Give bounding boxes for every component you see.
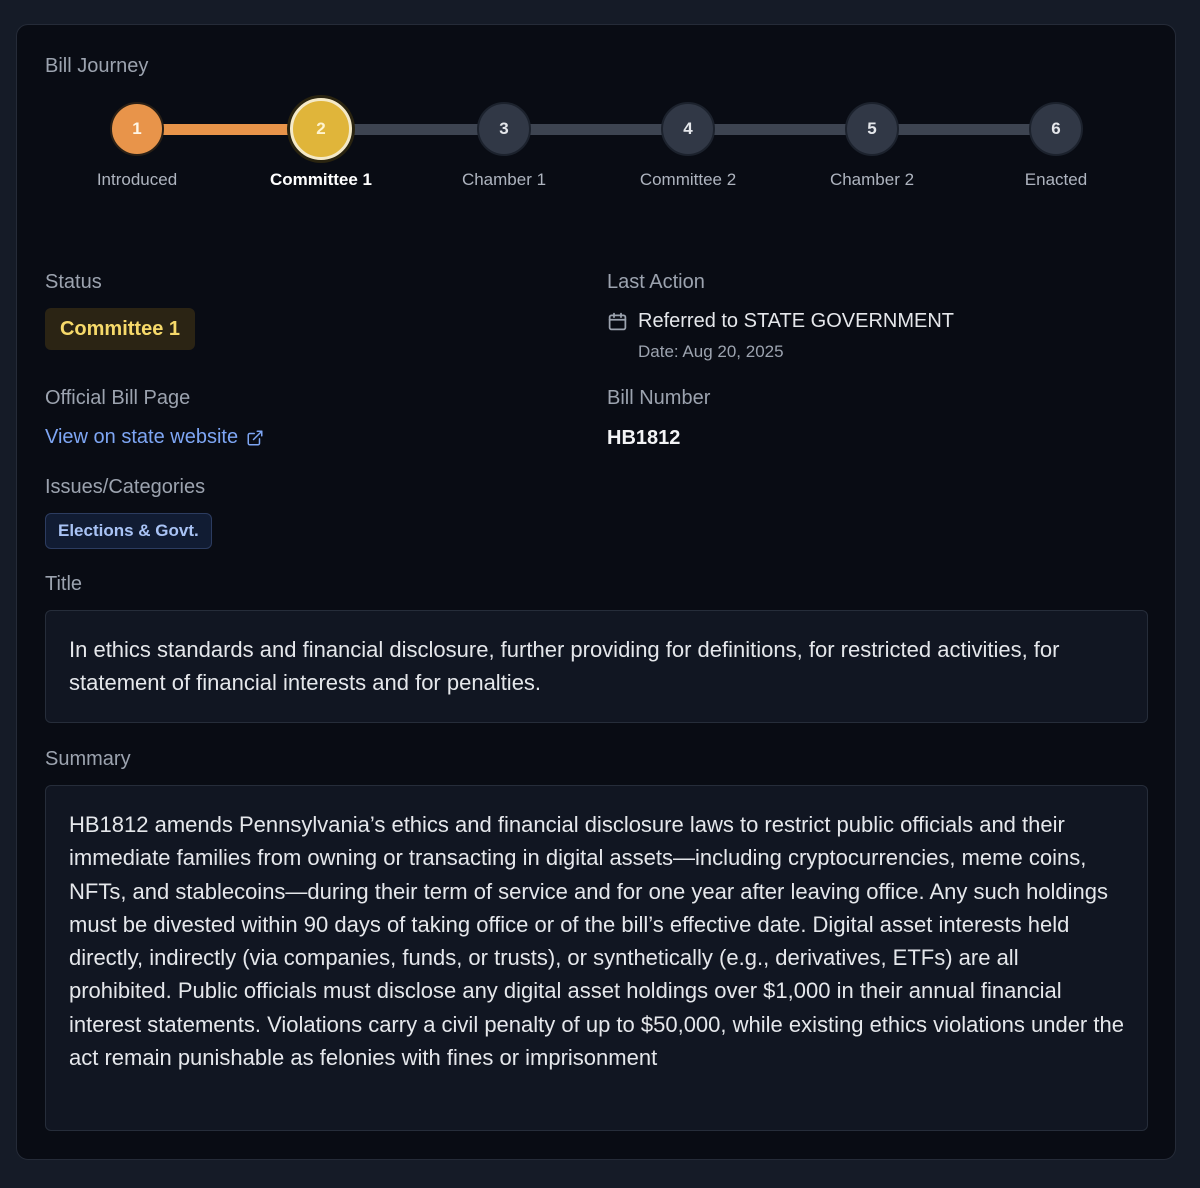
issues-label: Issues/Categories [45, 476, 206, 498]
external-link-icon[interactable] [246, 429, 264, 447]
summary-box [45, 785, 1148, 1131]
journey-step-2: 2 [290, 98, 352, 160]
summary-label: Summary [45, 748, 131, 770]
status-badge: Committee 1 [45, 308, 195, 350]
summary-text: HB1812 amends Pennsylvania’s ethics and financial disclosure laws to restrict public officials and their immediate families from owning or transacting in digital assets—including cryptocurrencies, meme coins, NFTs, and stablecoins—during their term of service and for one year after leaving office. Any such holdings must be divested within 90 days of taking office or of the bill’s effective date. Digital asset interests held directly, indirectly (via companies, funds, or trusts), or synthetically (e.g., derivatives, ETFs) are all prohibited. Public officials must disclose any digital asset holdings over $1,000 in their annual financial interest statements. Violations carry a civil penalty of up to $50,000, while existing ethics violations under the act remain punishable as felonies with fines or imprisonment [69, 812, 1124, 1071]
calendar-icon [607, 311, 628, 332]
bill-number-label: Bill Number [607, 387, 711, 409]
journey-step-4: 4 [661, 102, 715, 156]
journey-step-5-label: Chamber 2 [829, 170, 915, 189]
journey-step-3-label: Chamber 1 [461, 170, 547, 189]
official-page-label: Official Bill Page [45, 387, 191, 409]
title-text: In ethics standards and financial disclosure, further providing for definitions, for restricted activities, for statement of financial interests and for penalties. [69, 637, 1060, 696]
last-action-row [607, 310, 954, 333]
state-website-link[interactable] [45, 426, 264, 449]
status-label: Status [45, 271, 102, 293]
journey-step-4-label: Committee 2 [639, 170, 737, 189]
journey-step-6-label: Enacted [1024, 170, 1088, 189]
last-action-date: Date: Aug 20, 2025 [638, 342, 784, 361]
journey-step-5: 5 [845, 102, 899, 156]
journey-step-2-label: Committee 1 [269, 170, 373, 189]
journey-heading: Bill Journey [45, 55, 149, 77]
last-action-label: Last Action [607, 271, 705, 293]
bill-number-value: HB1812 [607, 427, 681, 449]
state-website-link-text[interactable]: View on state website [45, 426, 239, 448]
journey-step-6: 6 [1029, 102, 1083, 156]
issue-tag: Elections & Govt. [45, 513, 212, 549]
journey-step-3: 3 [477, 102, 531, 156]
bill-detail-card [16, 24, 1176, 1160]
bill-journey-stepper [17, 25, 1177, 225]
journey-step-1: 1 [110, 102, 164, 156]
journey-step-1-label: Introduced [96, 170, 178, 189]
last-action-text: Referred to STATE GOVERNMENT [638, 310, 954, 332]
title-label: Title [45, 573, 83, 595]
title-box [45, 610, 1148, 723]
